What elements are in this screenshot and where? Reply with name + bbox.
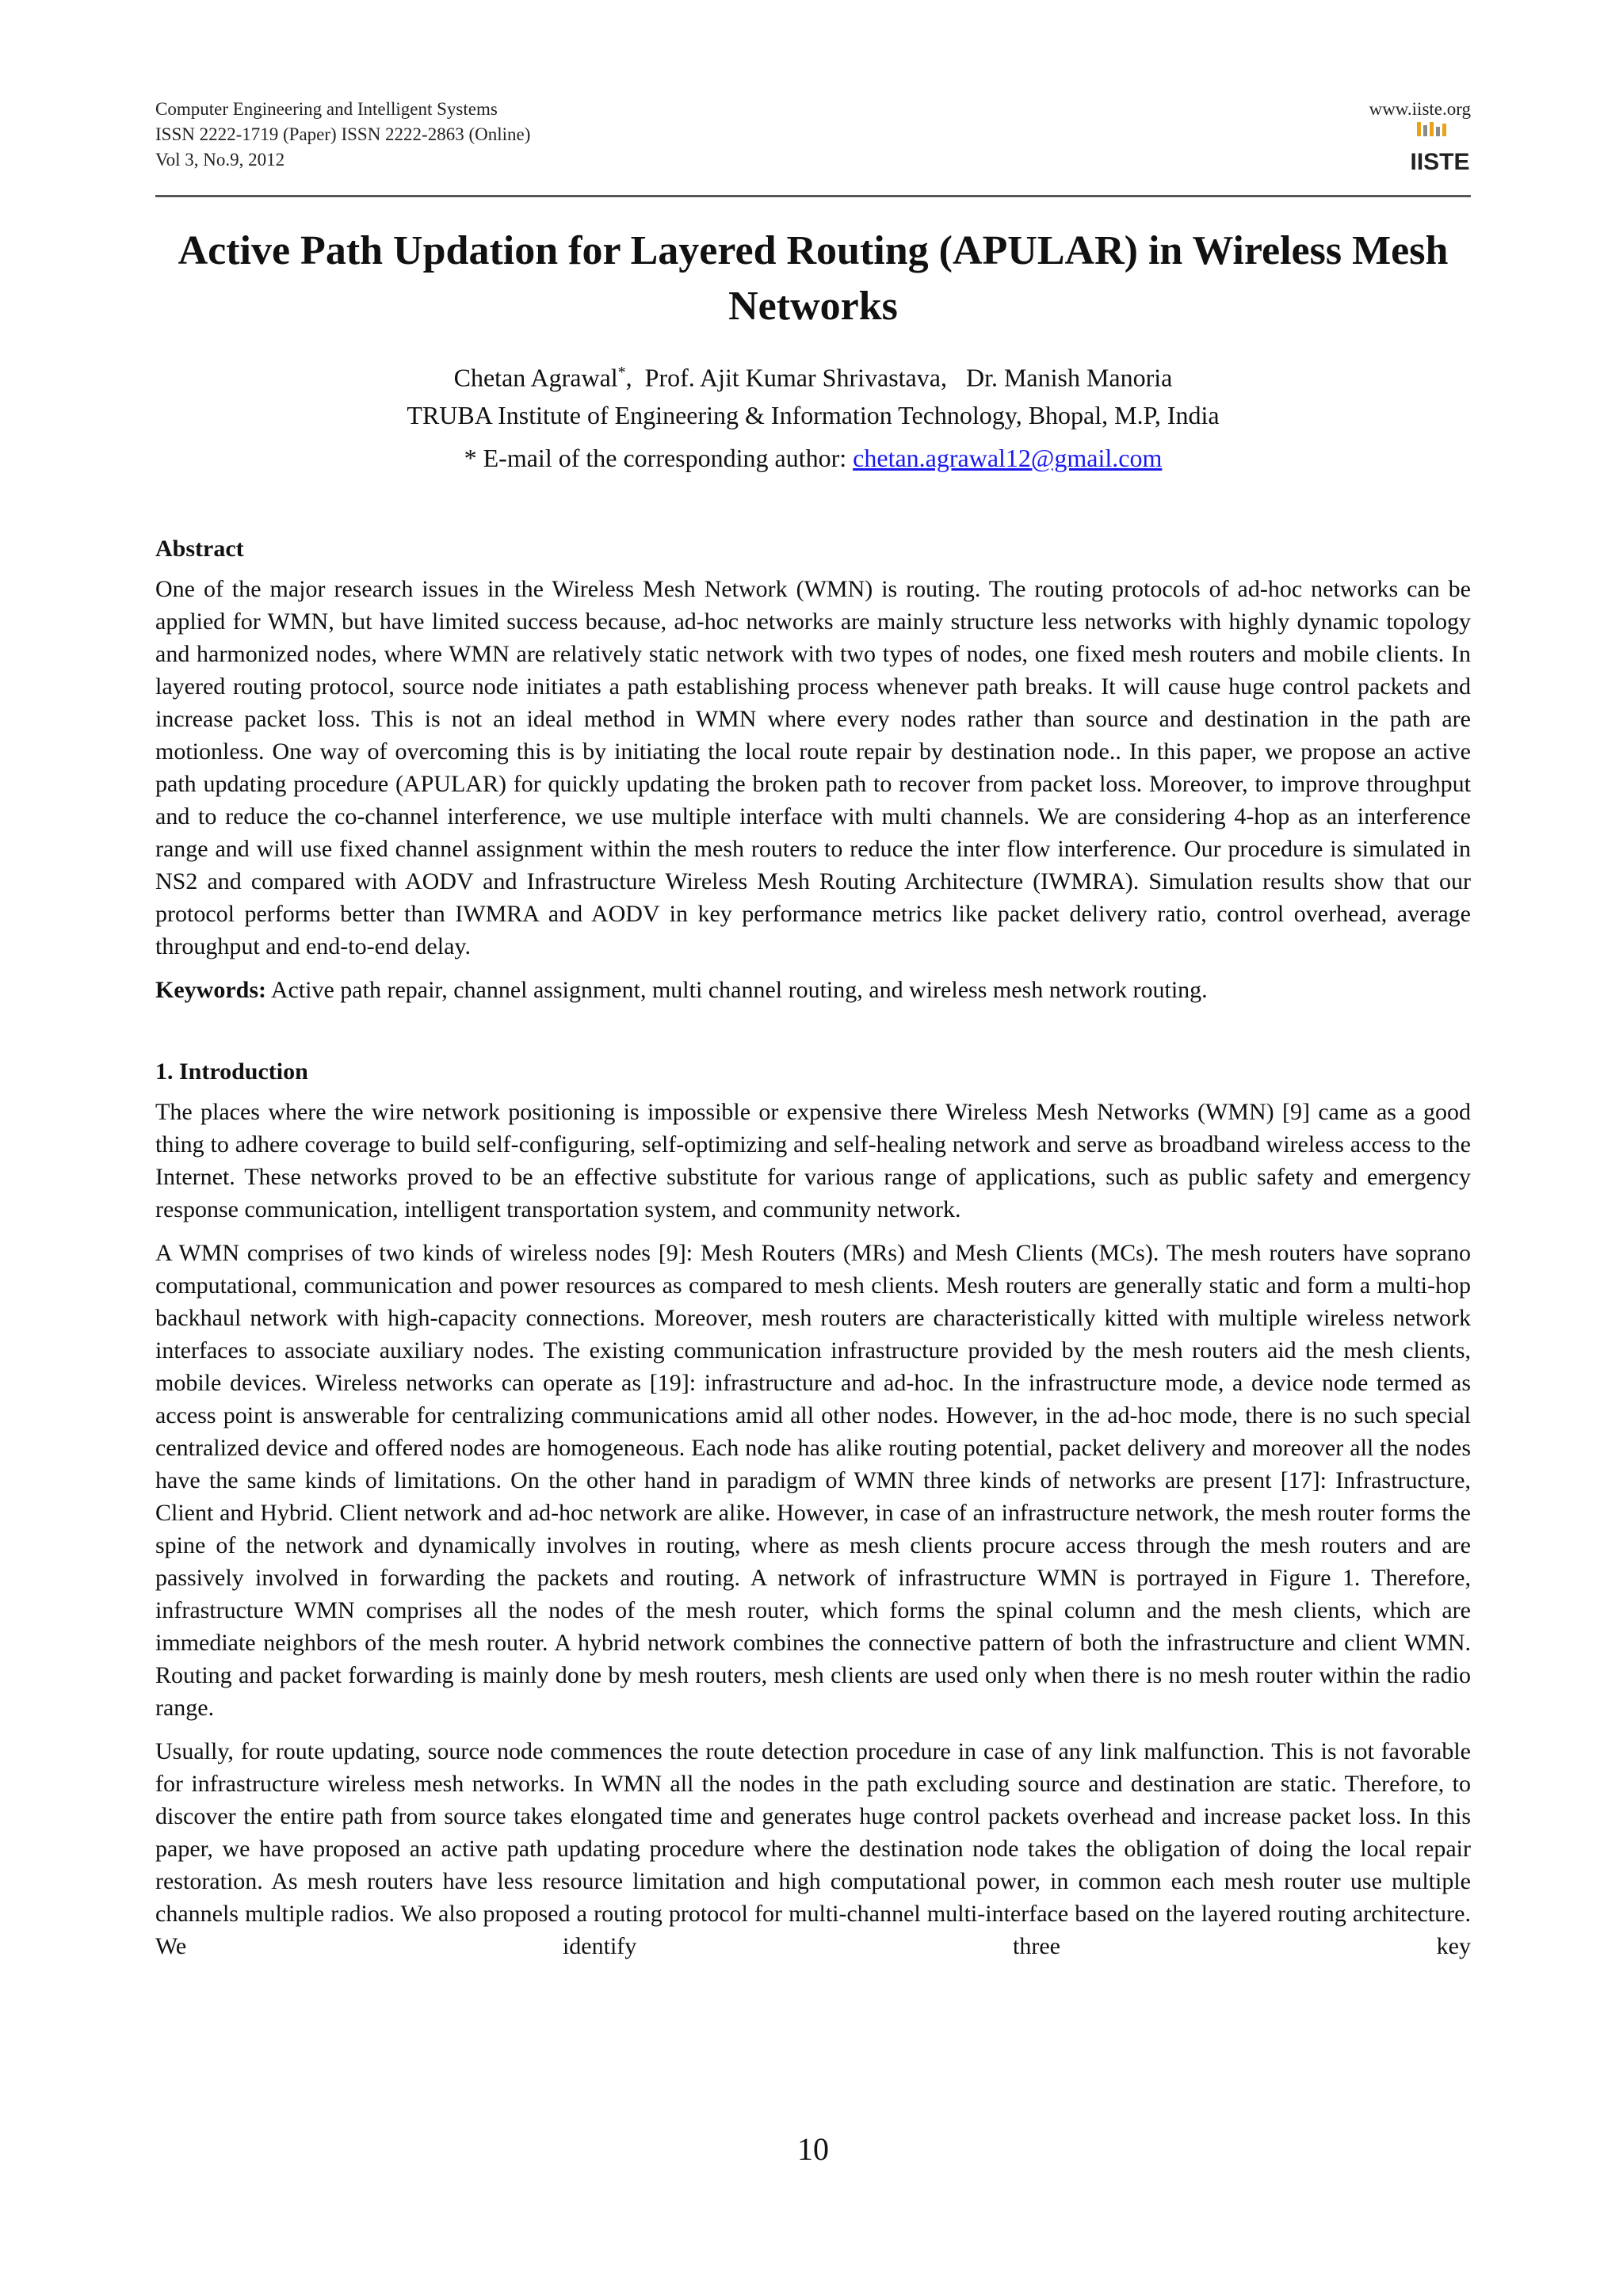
paper-title: Active Path Updation for Layered Routing (APULAR) in Wireless Mesh Networks xyxy=(178,228,1449,329)
email-line xyxy=(155,441,1471,483)
journal-header xyxy=(155,97,530,173)
author-2: Prof. Ajit Kumar Shrivastava xyxy=(644,363,941,392)
iiste-logo xyxy=(1410,120,1470,175)
journal-volume: Vol 3, No.9, 2012 xyxy=(155,150,285,170)
email-link[interactable]: chetan.agrawal12@gmail.com xyxy=(853,444,1163,472)
affiliation: TRUBA Institute of Engineering & Information Technology, Bhopal, M.P, India xyxy=(407,401,1220,429)
author-1: Chetan Agrawal xyxy=(453,363,618,392)
corresponding-mark: * xyxy=(617,364,626,381)
abstract-text: One of the major research issues in the Wireless Mesh Network (WMN) is routing. The routing protocols of ad-hoc networks can be applied for WMN, but have limited success because, ad-hoc networks are mainly structure less networks with highly dynamic topology and harmonized nodes, where WMN are relatively static network with two types of nodes, one fixed mesh routers and mobile clients. In layered routing protocol, source node initiates a path establishing process whenever path breaks. It will cause huge control packets and increase packet loss. This is not an ideal method in WMN where every nodes rather than source and destination in the path are motionless. One way of overcoming this is by initiating the local route repair by destination node.. In this paper, we propose an active path updating procedure (APULAR) for quickly updating the broken path to recover from packet loss. Moreover, to improve throughput and to reduce the co-channel interference, we use multiple interface with multi channels. We are considering 4-hop as an interference range and will use fixed channel assignment within the mesh routers to reduce the inter flow interference. Our procedure is simulated in NS2 and compared with AODV and Infrastructure Wireless Mesh Routing Architecture (IWMRA). Simulation results show that our protocol performs better than IWMRA and AODV in key performance metrics like packet delivery ratio, control overhead, average throughput and end-to-end delay. xyxy=(155,576,1471,959)
logo-wordmark: IISTE xyxy=(1410,149,1470,175)
keywords-label: Keywords: xyxy=(155,977,266,1003)
keywords-text: Active path repair, channel assignment, multi channel routing, and wireless mesh network routing. xyxy=(270,977,1208,1003)
intro-paragraph: A WMN comprises of two kinds of wireless nodes [9]: Mesh Routers (MRs) and Mesh Clients (MCs). The mesh routers have soprano computational, communication and power resources as compared to mesh clients. Mesh routers are generally static and form a multi-hop backhaul network with high-capacity connections. Moreover, mesh routers are characteristically kitted with multiple wireless network interfaces to associate auxiliary nodes. The existing communication infrastructure provided by the mesh routers aid the mesh clients, mobile devices. Wireless networks can operate as [19]: infrastructure and ad-hoc. In the infrastructure mode, a device node termed as access point is answerable for centralizing communications amid all other nodes. However, in the ad-hoc mode, there is no such special centralized device and offered nodes are homogeneous. Each node has alike routing potential, packet delivery and moreover all the nodes have the same kinds of limitations. On the other hand in paradigm of WMN three kinds of networks are present [17]: Infrastructure, Client and Hybrid. Client network and ad-hoc network are alike. However, in case of an infrastructure network, the mesh router forms the spine of the network and dynamically involves in routing, where as mesh clients procure access through the mesh routers and are passively involved in forwarding the packets and routing. A network of infrastructure WMN is portrayed in Figure 1. Therefore, infrastructure WMN comprises all the nodes of the mesh router, which forms the spinal column and the mesh clients, which are immediate neighbors of the mesh router. A hybrid network combines the connective pattern of both the infrastructure and client WMN. Routing and packet forwarding is mainly done by mesh routers, mesh clients are used only when there is no mesh router within the radio range. xyxy=(155,1240,1471,1721)
email-label: * E-mail of the corresponding author: xyxy=(464,444,847,472)
journal-name: Computer Engineering and Intelligent Systems xyxy=(155,99,498,119)
author-block xyxy=(155,355,1471,483)
page-number: 10 xyxy=(797,2131,829,2167)
journal-website[interactable]: www.iiste.org xyxy=(1369,99,1471,119)
author-3: Dr. Manish Manoria xyxy=(965,363,1173,392)
header-rule xyxy=(155,195,1471,197)
intro-paragraph: The places where the wire network positioning is impossible or expensive there Wireless Mesh Networks (WMN) [9] came as a good thing to adhere coverage to build self-configuring, self-optimizing and self-healing network and serve as broadband wireless access to the Internet. These networks proved to be an effective substitute for various range of applications, such as public safety and emergency response communication, intelligent transportation system, and community network. xyxy=(155,1099,1471,1222)
abstract-heading: Abstract xyxy=(155,536,244,562)
keywords-line xyxy=(155,974,1471,1006)
intro-paragraph: Usually, for route updating, source node commences the route detection procedure in case of any link malfunction. This is not favorable for infrastructure wireless mesh networks. In WMN all the nodes in the path excluding source and destination are static. Therefore, to discover the entire path from source takes elongated time and generates huge control packets overhead and increase packet loss. In this paper, we have proposed an active path updating procedure where the destination node takes the obligation of doing the local repair restoration. As mesh routers have less resource limitation and high computational power, in common each mesh router use multiple channels multiple radios. We also proposed a routing protocol for multi-channel multi-interface based on the layered routing architecture. We identify three key xyxy=(155,1738,1471,1959)
journal-issn: ISSN 2222-1719 (Paper) ISSN 2222-2863 (Online) xyxy=(155,124,531,144)
introduction-heading: 1. Introduction xyxy=(155,1058,308,1085)
author-line: Chetan Agrawal*, Prof. Ajit Kumar Shrivastava, Dr. Manish Manoria xyxy=(453,363,1173,392)
paper-body xyxy=(155,532,1471,1974)
